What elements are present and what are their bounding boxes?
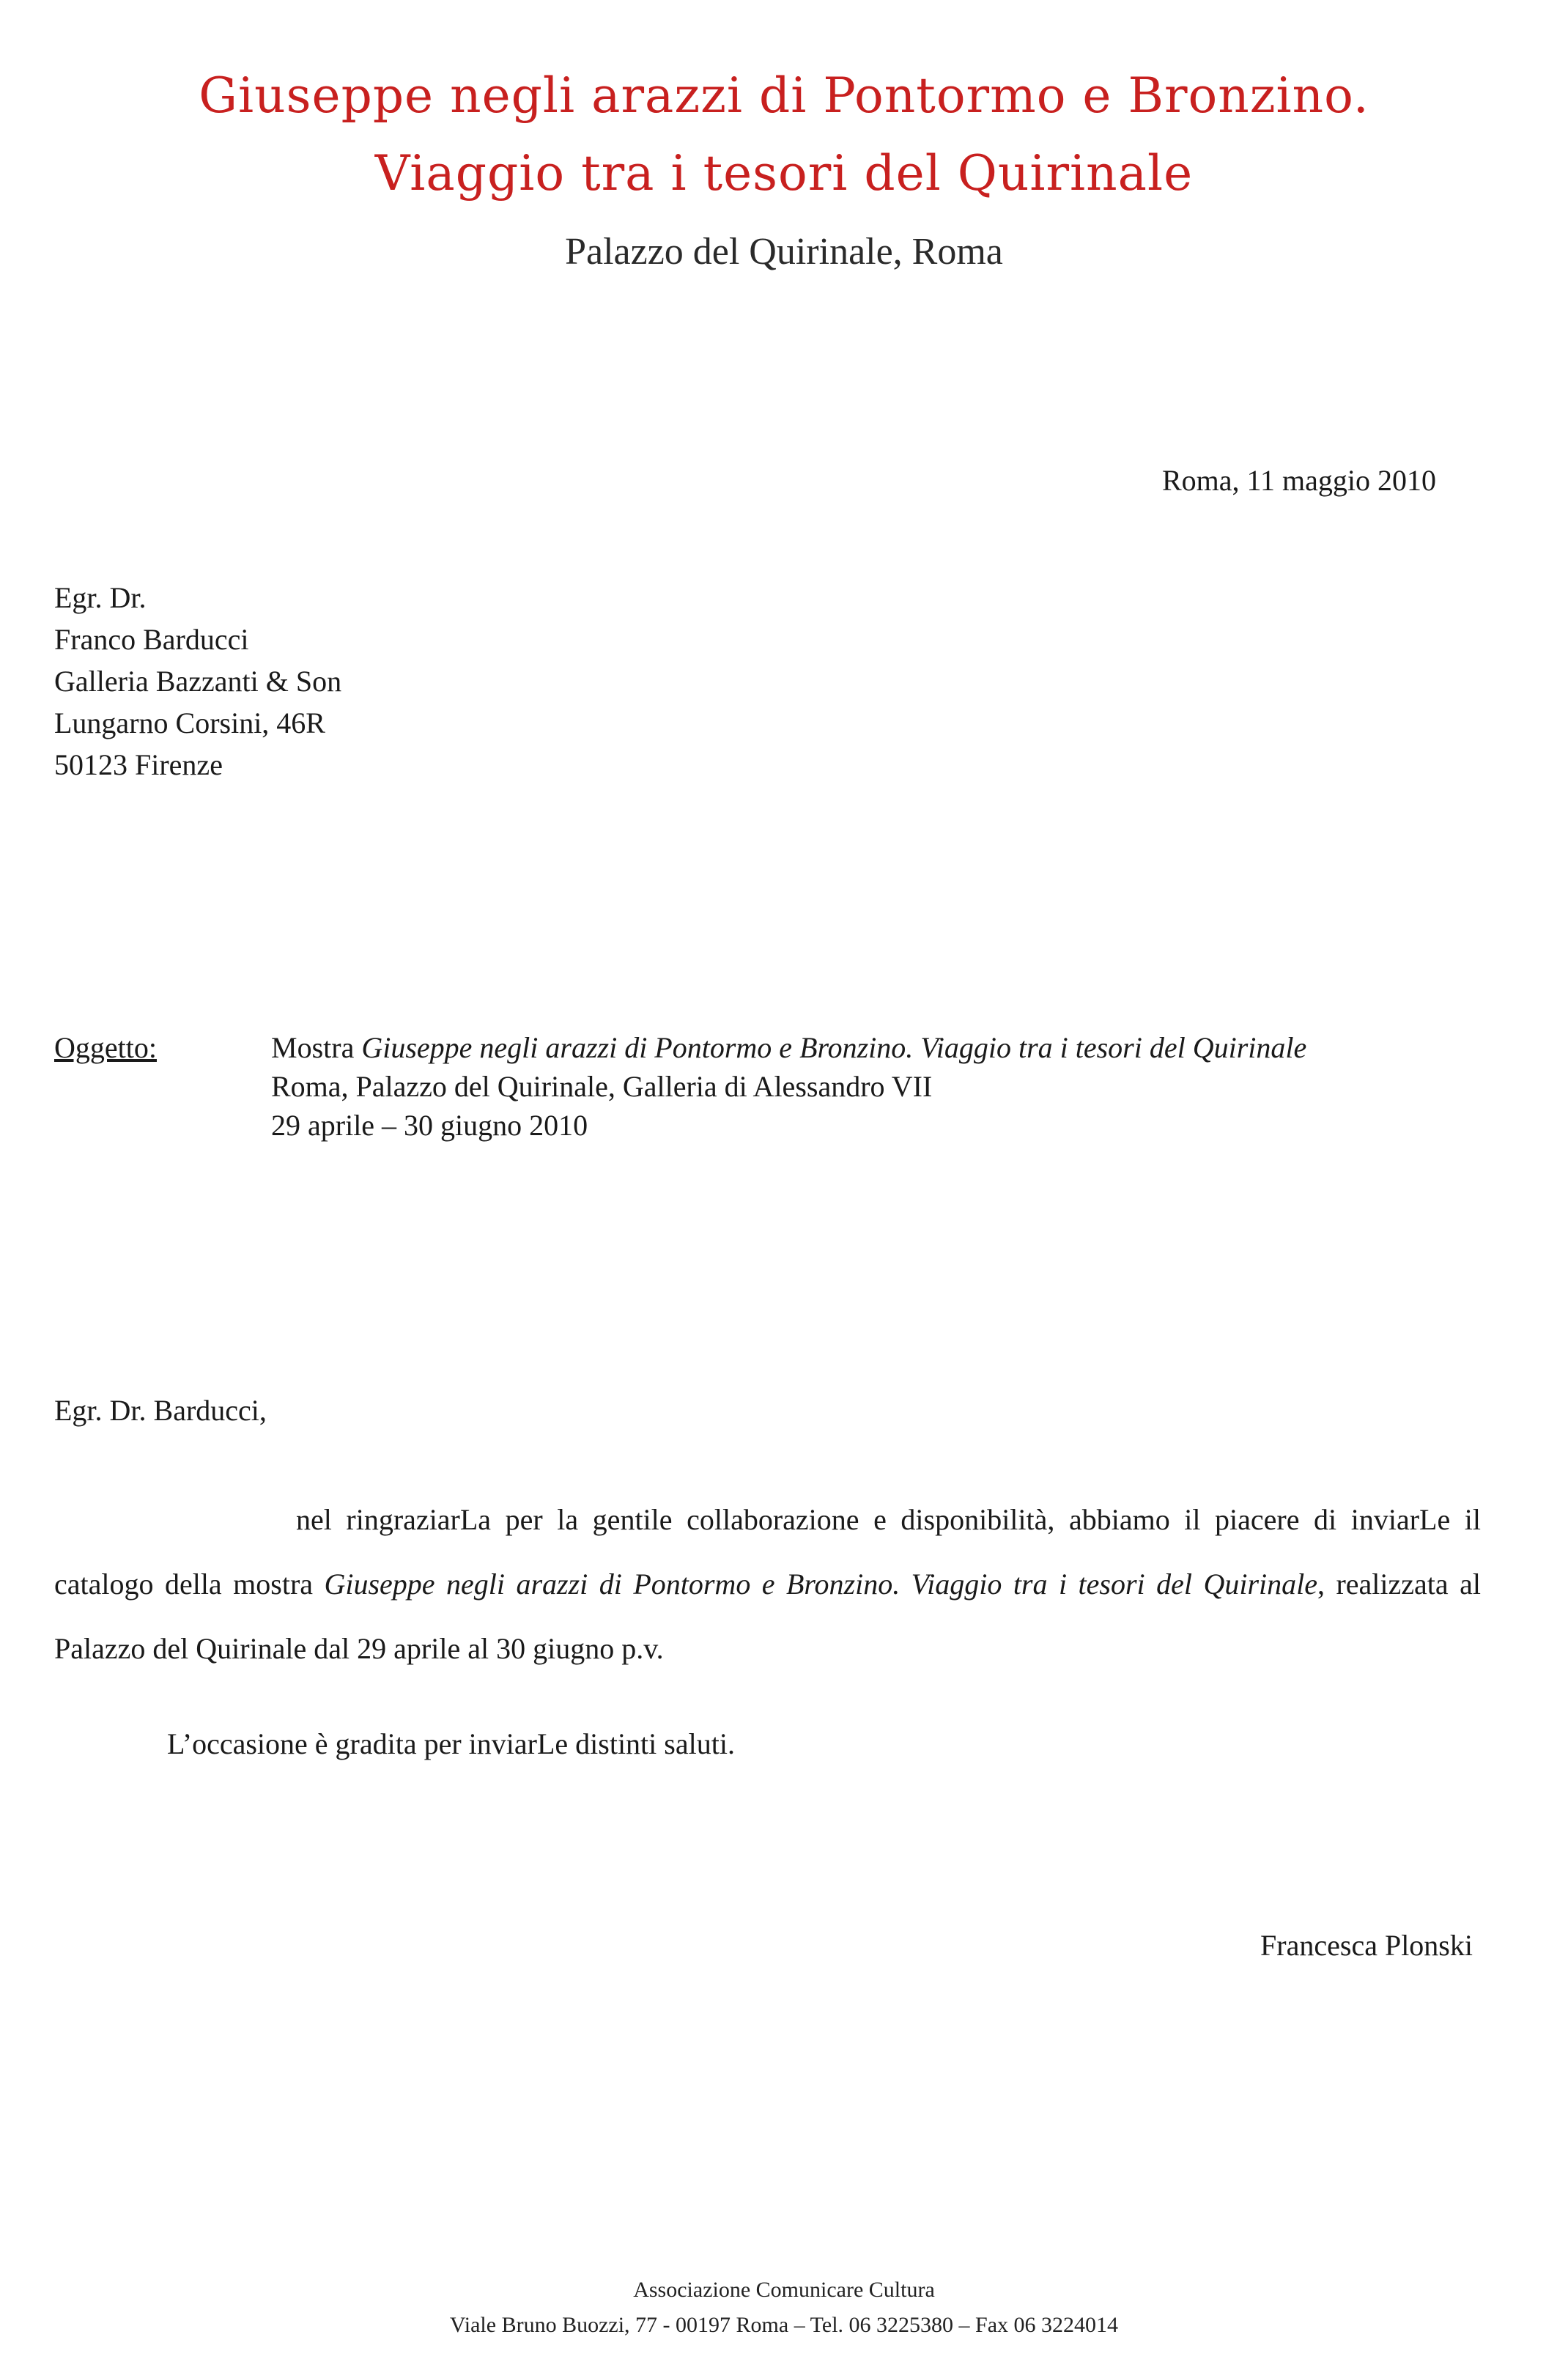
recipient-street: Lungarno Corsini, 46R	[54, 706, 325, 739]
subject-line1	[271, 1033, 1306, 1072]
recipient-title: Egr. Dr.	[54, 581, 147, 614]
recipient-city: 50123 Firenze	[54, 748, 223, 781]
subject-block	[271, 1033, 1306, 1150]
footer-organization: Associazione Comunicare Cultura	[633, 2278, 935, 2302]
signature-name: Francesca Plonski	[1260, 1929, 1473, 1962]
header-subtitle: Palazzo del Quirinale, Roma	[565, 231, 1003, 273]
body-paragraph	[54, 1488, 1481, 1681]
subject-line3: 29 aprile – 30 giugno 2010	[271, 1109, 588, 1142]
header-title-line2: Viaggio tra i tesori del Quirinale	[374, 145, 1194, 202]
header-title-line1: Giuseppe negli arazzi di Pontormo e Bronzino.	[199, 67, 1369, 124]
recipient-address	[54, 583, 341, 792]
footer-contact: Viale Bruno Buozzi, 77 - 00197 Roma – Tel. 06 3225380 – Fax 06 3224014	[449, 2313, 1119, 2337]
recipient-company: Galleria Bazzanti & Son	[54, 665, 342, 698]
body-exhibition-title: Giuseppe negli arazzi di Pontormo e Bronzino. Viaggio tra i tesori del Quirinale	[324, 1568, 1317, 1601]
subject-line2: Roma, Palazzo del Quirinale, Galleria di Alessandro VII	[271, 1070, 933, 1103]
body-part2: , realizzata al Palazzo del Quirinale dal 29 aprile al 30 giugno p.v.	[54, 1568, 1481, 1665]
subject-label: Oggetto:	[54, 1031, 157, 1064]
subject-prefix: Mostra	[271, 1031, 362, 1064]
recipient-name: Franco Barducci	[54, 623, 249, 656]
body-part1: nel ringraziarLa per la gentile collaborazione e disponibilità, abbiamo il piacere di inviarLe il catalogo della mostra	[54, 1503, 1481, 1601]
letter-date: Roma, 11 maggio 2010	[1161, 464, 1436, 497]
salutation: Egr. Dr. Barducci,	[54, 1394, 267, 1427]
closing-line: L’occasione è gradita per inviarLe distinti saluti.	[167, 1727, 735, 1760]
subject-exhibition-title: Giuseppe negli arazzi di Pontormo e Bronzino. Viaggio tra i tesori del Quirinale	[361, 1031, 1307, 1064]
